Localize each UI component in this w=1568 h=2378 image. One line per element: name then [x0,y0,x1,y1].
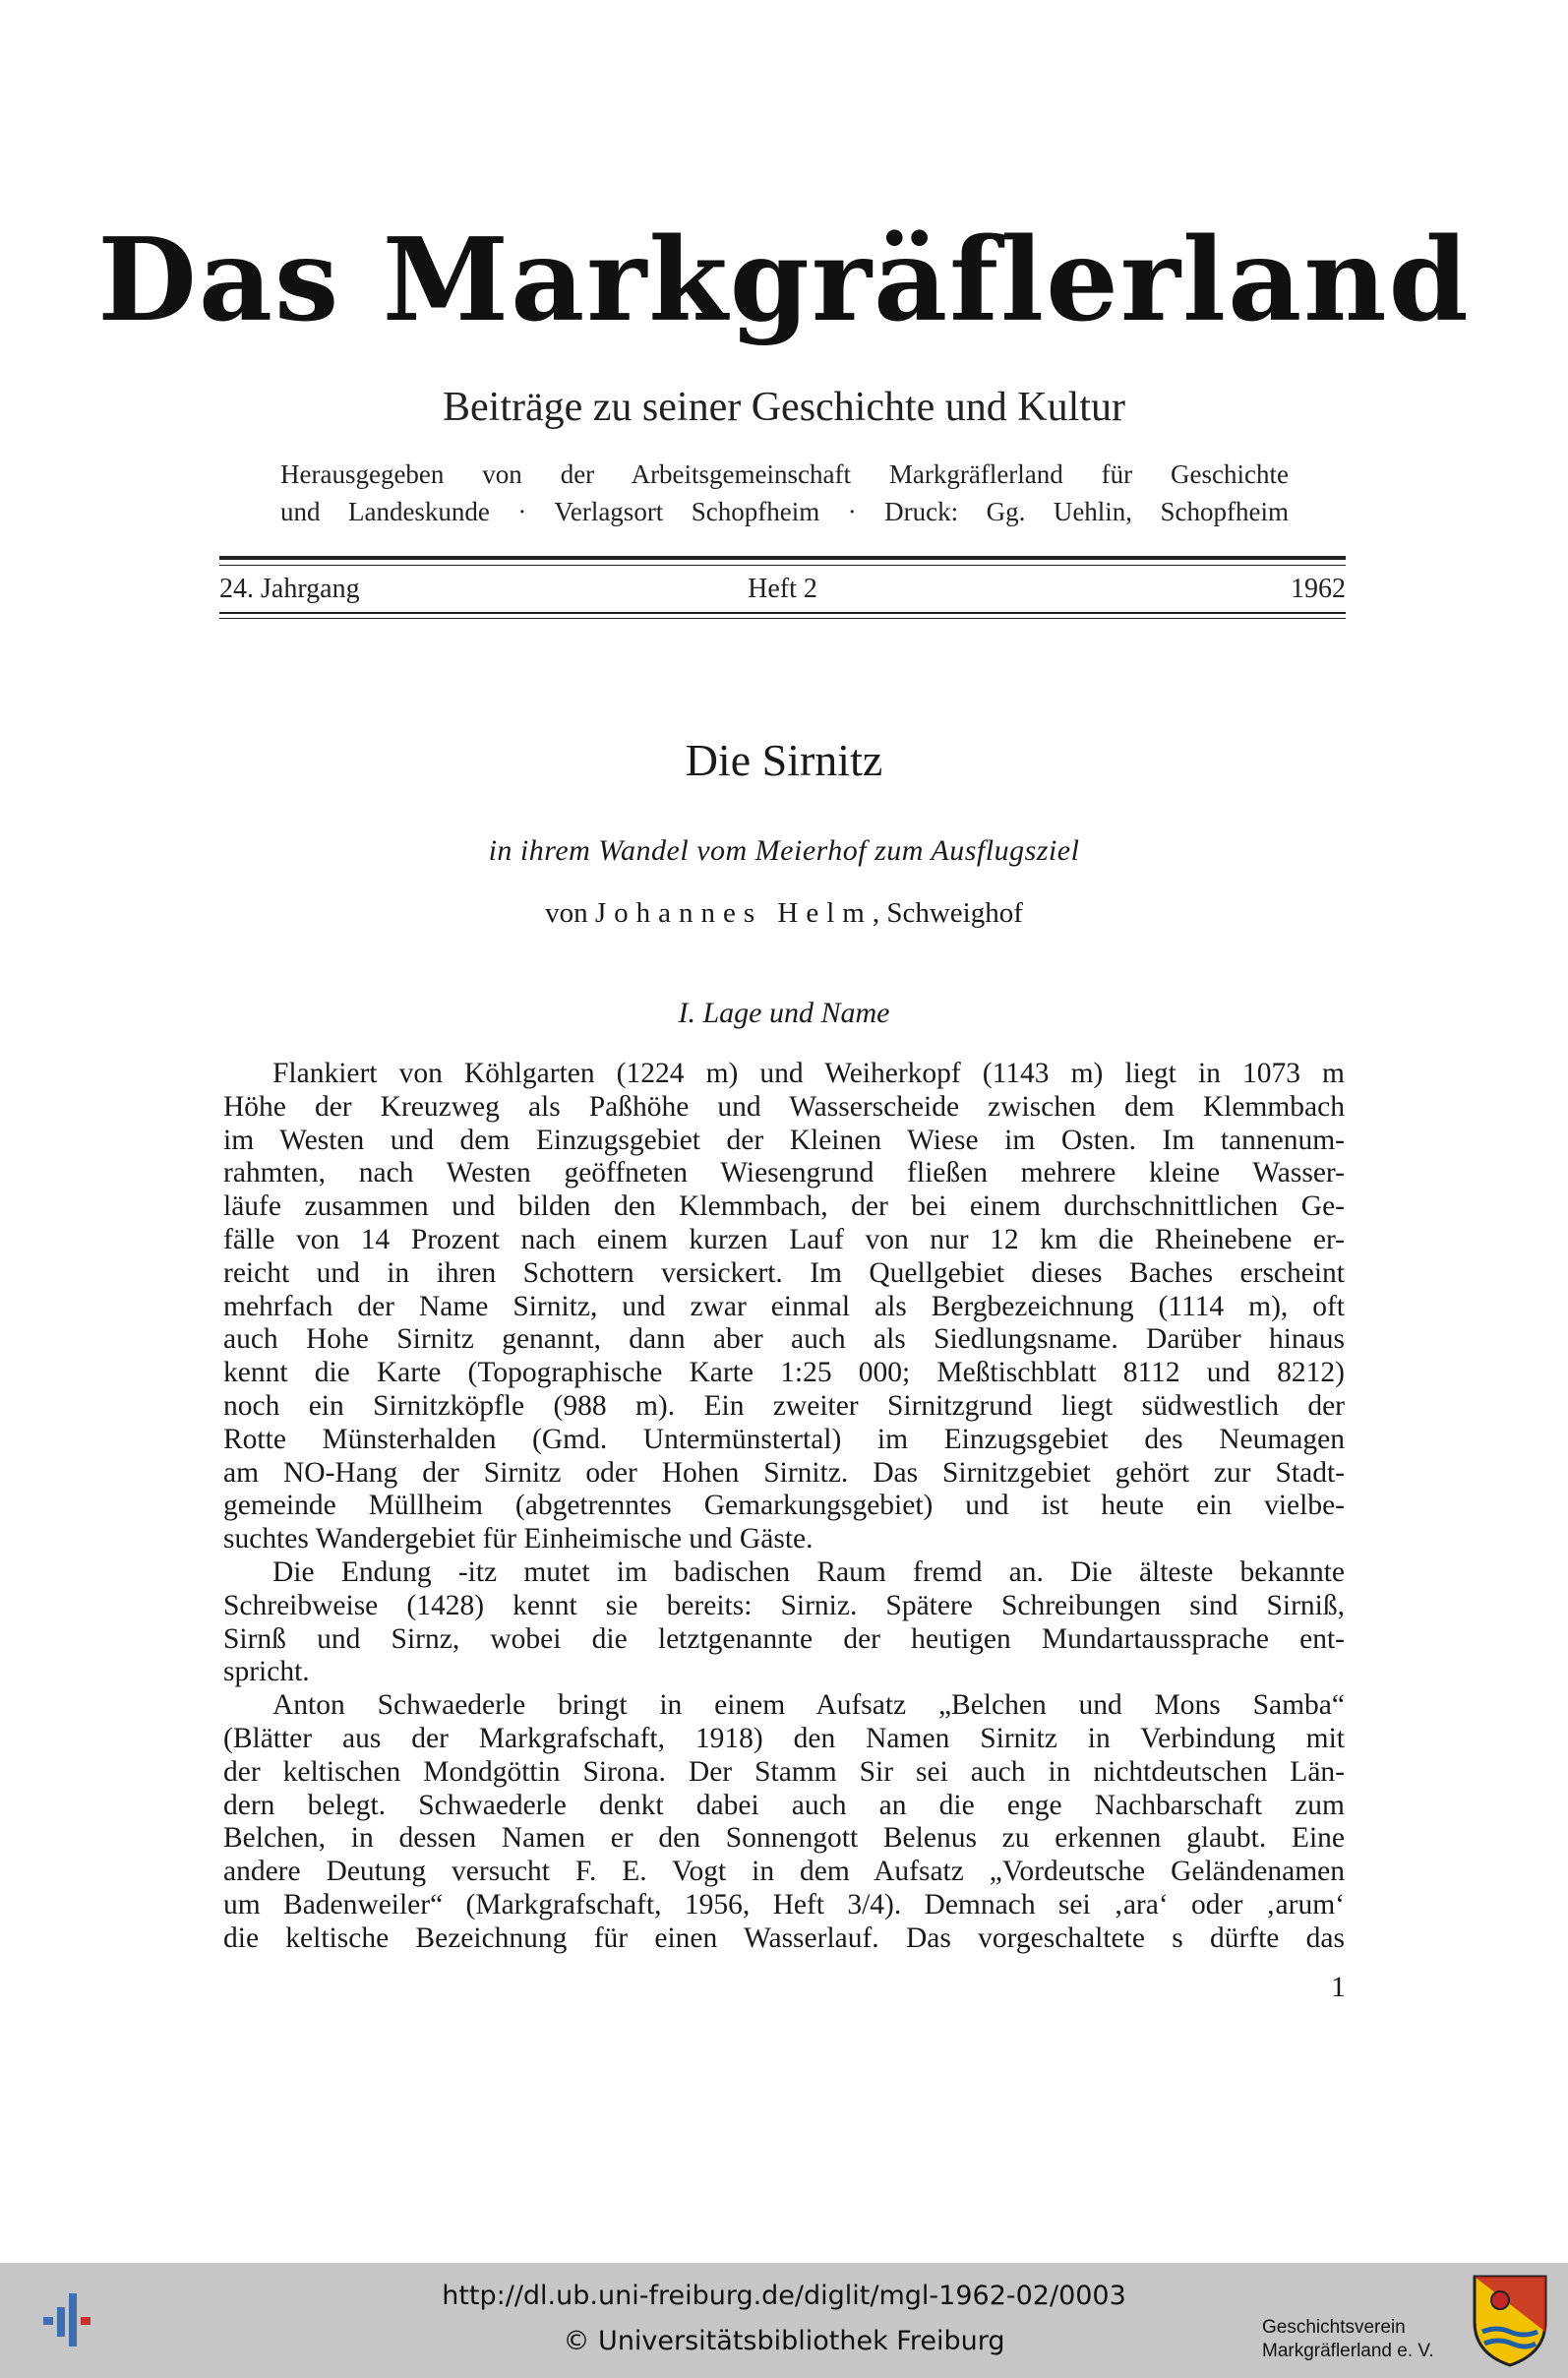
text-line: andere Deutung versucht F. E. Vogt in dem Aufsatz „Vordeutsche Geländenamen [223,1856,1345,1888]
article-deck: in ihrem Wandel vom Meierhof zum Ausflugsziel [488,834,1080,867]
divider-rule [219,612,1346,614]
text-line: noch ein Sirnitzköpfle (988 m). Ein zweiter Sirnitzgrund liegt südwestlich der [223,1389,1345,1422]
text-line: rahmten, nach Westen geöffneten Wiesengrund fließen mehrere kleine Wasser- [223,1157,1345,1189]
publisher-line: und Landeskunde · Verlagsort Schopfheim · Druck: Gg. Uehlin, Schopfheim [280,497,1289,526]
text-line: Die Endung -itz mutet im badischen Raum fremd an. Die älteste bekannte [272,1555,1345,1588]
text-line: spricht. [223,1656,310,1688]
society-name [1262,2316,1459,2363]
issue-info [219,569,1346,610]
society-name-line: Markgräflerland e. V. [1262,2341,1434,2361]
journal-masthead: Das Markgräflerland [97,213,1471,347]
author-name: Johannes Helm [594,897,873,929]
text-line: Belchen, in dessen Namen er den Sonnengott Belenus zu erkennen glaubt. Eine [223,1822,1345,1855]
text-line: mehrfach der Name Sirnitz, und zwar einmal als Bergbezeichnung (1114 m), oft [223,1290,1345,1322]
volume-label: 24. Jahrgang [219,574,360,604]
divider-rule [219,618,1346,619]
text-line: auch Hohe Sirnitz genannt, dann aber auch als Siedlungsname. Darüber hinaus [223,1323,1345,1356]
byline-prefix: von [545,897,588,929]
text-line: kennt die Karte (Topographische Karte 1:25 000; Meßtischblatt 8112 und 8212) [223,1357,1345,1389]
article-byline [0,893,1568,933]
document-url-link[interactable]: http://dl.ub.uni-freiburg.de/diglit/mgl-1962-02/0003 [442,2281,1126,2311]
section-heading: I. Lage und Name [678,997,890,1029]
text-line: Anton Schwaederle bringt in einem Aufsatz „Belchen und Mons Samba“ [272,1689,1345,1722]
text-line: der keltischen Mondgöttin Sirona. Der Stamm Sir sei auch in nichtdeutschen Län- [223,1755,1345,1788]
text-line: reicht und in ihren Schottern versickert. Im Quellgebiet dieses Baches erscheint [223,1256,1345,1289]
article-title: Die Sirnitz [685,735,883,785]
text-line: im Westen und dem Einzugsgebiet der Kleinen Wiese im Osten. Im tannenum- [223,1124,1345,1156]
society-name-line: Geschichtsverein [1262,2317,1406,2338]
author-location: , Schweighof [872,897,1023,929]
publisher-line: Herausgegeben von der Arbeitsgemeinschaft Markgräflerland für Geschichte [280,459,1289,489]
text-line: suchtes Wandergebiet für Einheimische und Gäste. [223,1523,814,1555]
divider-rule [219,565,1346,566]
text-line: fälle von 14 Prozent nach einem kurzen Lauf von nur 12 km die Rheinebene er- [223,1223,1345,1255]
text-line: Sirnß und Sirnz, wobei die letztgenannte der heutigen Mundartaussprache ent- [223,1622,1345,1655]
text-line: die keltische Bezeichnung für einen Wasserlauf. Das vorgeschaltete s dürfte das [223,1921,1345,1954]
text-line: gemeinde Müllheim (abgetrenntes Gemarkungsgebiet) und ist heute ein vielbe- [223,1490,1345,1522]
coat-of-arms-icon [1471,2273,1549,2369]
copyright-notice: © Universitätsbibliothek Freiburg [563,2326,1005,2356]
divider-rule [219,556,1346,560]
text-line: dern belegt. Schwaederle denkt dabei auch an die enge Nachbarschaft zum [223,1789,1345,1821]
journal-subtitle: Beiträge zu seiner Geschichte und Kultur [443,385,1125,430]
text-line: Schreibweise (1428) kennt sie bereits: Sirniz. Spätere Schreibungen sind Sirniß, [223,1589,1345,1621]
article-body [223,1058,1345,1956]
page-number: 1 [1331,1971,1346,2003]
text-line: Flankiert von Köhlgarten (1224 m) und Weiherkopf (1143 m) liegt in 1073 m [272,1058,1345,1089]
publisher-info [280,456,1289,530]
text-line: Rotte Münsterhalden (Gmd. Untermünstertal) im Einzugsgebiet des Neumagen [223,1423,1345,1455]
viewer-footer [0,2263,1568,2378]
text-line: Höhe der Kreuzweg als Paßhöhe und Wasserscheide zwischen dem Klemmbach [223,1090,1345,1123]
text-line: am NO-Hang der Sirnitz oder Hohen Sirnitz. Das Sirnitzgebiet gehört zur Stadt- [223,1456,1345,1489]
issue-number: Heft 2 [748,574,817,604]
text-line: um Badenweiler“ (Markgrafschaft, 1956, Heft 3/4). Demnach sei ‚ara‘ oder ‚arum‘ [223,1888,1345,1921]
issue-year: 1962 [1291,574,1346,604]
text-line: läufe zusammen und bilden den Klemmbach, der bei einem durchschnittlichen Ge- [223,1190,1345,1223]
text-line: (Blätter aus der Markgrafschaft, 1918) den Namen Sirnitz in Verbindung mit [223,1722,1345,1754]
